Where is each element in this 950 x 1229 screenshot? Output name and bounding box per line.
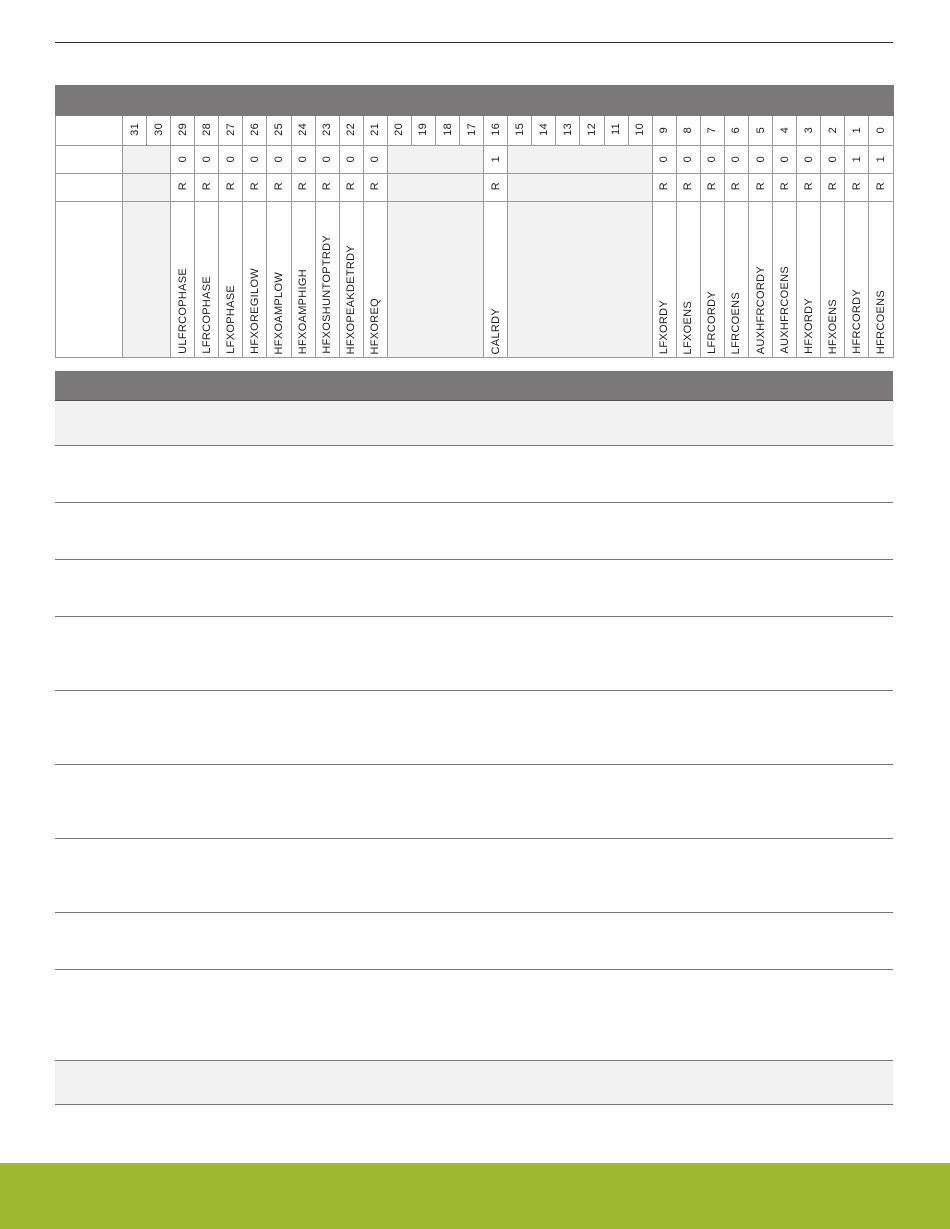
bit-number: 3 xyxy=(797,116,821,146)
reset-value: 0 xyxy=(749,146,773,174)
field-name: CALRDY xyxy=(484,202,508,358)
bit-number: 16 xyxy=(484,116,508,146)
access-value: R xyxy=(195,174,219,202)
bit-table-header-row xyxy=(56,86,894,116)
description-row xyxy=(55,970,893,1061)
reset-value: 0 xyxy=(724,146,748,174)
reset-value: 0 xyxy=(291,146,315,174)
field-name: LFXOPHASE xyxy=(219,202,243,358)
reserved-cell xyxy=(508,146,652,174)
reserved-cell xyxy=(508,202,652,358)
description-row xyxy=(55,691,893,765)
reset-value: 1 xyxy=(845,146,869,174)
access-row-label xyxy=(56,174,123,202)
description-cell xyxy=(55,446,893,503)
bit-number: 30 xyxy=(147,116,171,146)
reset-value: 0 xyxy=(195,146,219,174)
field-name-row xyxy=(56,202,894,358)
bit-number: 6 xyxy=(724,116,748,146)
bit-number: 2 xyxy=(821,116,845,146)
bit-number: 29 xyxy=(171,116,195,146)
access-value: R xyxy=(219,174,243,202)
field-name: HFXOAMPLOW xyxy=(267,202,291,358)
access-value: R xyxy=(676,174,700,202)
reserved-cell xyxy=(387,174,483,202)
bit-number: 31 xyxy=(123,116,147,146)
reserved-cell xyxy=(387,146,483,174)
header-title-cell xyxy=(123,86,894,116)
description-cell xyxy=(55,765,893,839)
access-row xyxy=(56,174,894,202)
bit-row-label xyxy=(56,116,123,146)
field-name: ULFRCOPHASE xyxy=(171,202,195,358)
description-header-cell xyxy=(55,371,893,401)
reserved-cell xyxy=(123,174,171,202)
bit-number: 21 xyxy=(363,116,387,146)
bit-number: 26 xyxy=(243,116,267,146)
reserved-cell xyxy=(123,146,171,174)
bit-number: 7 xyxy=(700,116,724,146)
description-row xyxy=(55,446,893,503)
access-value: R xyxy=(267,174,291,202)
bit-number: 20 xyxy=(387,116,411,146)
bit-number: 8 xyxy=(676,116,700,146)
bit-number: 11 xyxy=(604,116,628,146)
bit-number: 27 xyxy=(219,116,243,146)
access-value: R xyxy=(363,174,387,202)
bit-number: 19 xyxy=(411,116,435,146)
field-name: HFRCOENS xyxy=(869,202,893,358)
access-value: R xyxy=(724,174,748,202)
description-cell xyxy=(55,1061,893,1105)
reset-value: 0 xyxy=(219,146,243,174)
description-cell xyxy=(55,503,893,560)
reset-value: 0 xyxy=(171,146,195,174)
name-row-label xyxy=(56,202,123,358)
access-value: R xyxy=(484,174,508,202)
access-value: R xyxy=(291,174,315,202)
top-rule xyxy=(55,42,893,43)
description-row xyxy=(55,617,893,691)
access-value: R xyxy=(749,174,773,202)
field-description-table xyxy=(55,371,893,1105)
field-name: LFRCOENS xyxy=(724,202,748,358)
field-name: HFXOREQ xyxy=(363,202,387,358)
bit-number: 22 xyxy=(339,116,363,146)
description-cell xyxy=(55,839,893,913)
field-name: HFXOSHUNTOPTRDY xyxy=(315,202,339,358)
reset-value: 0 xyxy=(700,146,724,174)
access-value: R xyxy=(652,174,676,202)
description-cell xyxy=(55,970,893,1061)
bit-number: 28 xyxy=(195,116,219,146)
reserved-cell xyxy=(387,202,483,358)
description-row xyxy=(55,503,893,560)
reset-value: 0 xyxy=(315,146,339,174)
reset-value: 0 xyxy=(339,146,363,174)
access-value: R xyxy=(869,174,893,202)
reset-value: 0 xyxy=(652,146,676,174)
reserved-cell xyxy=(123,202,171,358)
bit-number: 24 xyxy=(291,116,315,146)
reset-value: 0 xyxy=(243,146,267,174)
reset-value: 0 xyxy=(676,146,700,174)
bit-number: 23 xyxy=(315,116,339,146)
access-value: R xyxy=(773,174,797,202)
bit-number: 9 xyxy=(652,116,676,146)
description-cell xyxy=(55,691,893,765)
description-cell xyxy=(55,617,893,691)
bit-number: 0 xyxy=(869,116,893,146)
reset-value: 0 xyxy=(821,146,845,174)
access-value: R xyxy=(821,174,845,202)
bit-number: 1 xyxy=(845,116,869,146)
register-bit-table xyxy=(55,85,894,358)
access-value: R xyxy=(171,174,195,202)
field-name: LFRCORDY xyxy=(700,202,724,358)
bit-number: 13 xyxy=(556,116,580,146)
footer-bar xyxy=(0,1163,950,1229)
field-name: HFRCORDY xyxy=(845,202,869,358)
field-name: HFXOREGILOW xyxy=(243,202,267,358)
description-row xyxy=(55,401,893,446)
field-name: HFXORDY xyxy=(797,202,821,358)
access-value: R xyxy=(797,174,821,202)
description-header-row xyxy=(55,371,893,401)
reset-value: 0 xyxy=(363,146,387,174)
description-cell xyxy=(55,401,893,446)
reset-value-row xyxy=(56,146,894,174)
field-name: AUXHFRCORDY xyxy=(749,202,773,358)
description-row xyxy=(55,839,893,913)
reserved-cell xyxy=(508,174,652,202)
field-name: LFXOENS xyxy=(676,202,700,358)
access-value: R xyxy=(315,174,339,202)
field-name: HFXOPEAKDETRDY xyxy=(339,202,363,358)
bit-number: 4 xyxy=(773,116,797,146)
reset-value: 1 xyxy=(484,146,508,174)
field-name: AUXHFRCOENS xyxy=(773,202,797,358)
field-name: HFXOENS xyxy=(821,202,845,358)
field-name: LFRCOPHASE xyxy=(195,202,219,358)
bit-number: 5 xyxy=(749,116,773,146)
description-cell xyxy=(55,560,893,617)
reset-row-label xyxy=(56,146,123,174)
bit-number-row xyxy=(56,116,894,146)
bit-number: 17 xyxy=(460,116,484,146)
bit-number: 14 xyxy=(532,116,556,146)
reset-value: 1 xyxy=(869,146,893,174)
access-value: R xyxy=(700,174,724,202)
header-label-cell xyxy=(56,86,123,116)
access-value: R xyxy=(339,174,363,202)
reset-value: 0 xyxy=(773,146,797,174)
field-name: HFXOAMPHIGH xyxy=(291,202,315,358)
description-row xyxy=(55,1061,893,1105)
access-value: R xyxy=(845,174,869,202)
reset-value: 0 xyxy=(797,146,821,174)
bit-number: 12 xyxy=(580,116,604,146)
field-name: LFXORDY xyxy=(652,202,676,358)
reset-value: 0 xyxy=(267,146,291,174)
access-value: R xyxy=(243,174,267,202)
description-row xyxy=(55,913,893,970)
bit-number: 25 xyxy=(267,116,291,146)
description-row xyxy=(55,765,893,839)
bit-number: 10 xyxy=(628,116,652,146)
description-cell xyxy=(55,913,893,970)
description-row xyxy=(55,560,893,617)
bit-number: 18 xyxy=(436,116,460,146)
bit-number: 15 xyxy=(508,116,532,146)
